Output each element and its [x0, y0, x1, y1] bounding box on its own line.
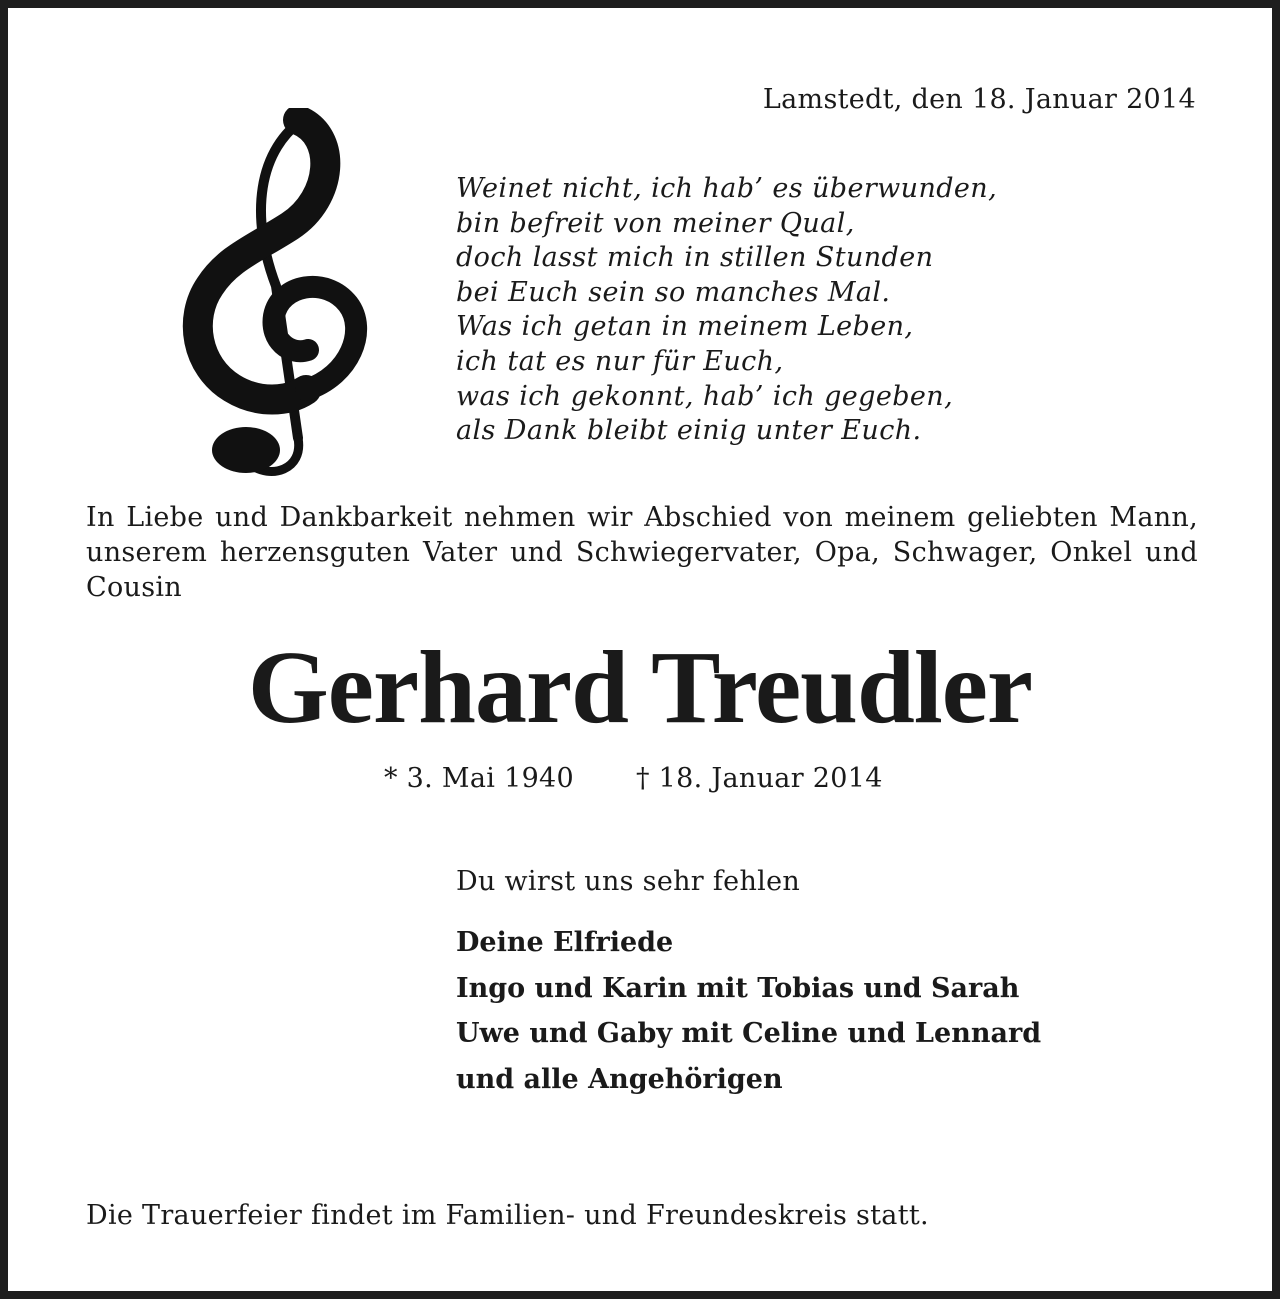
mourners-list [456, 920, 1041, 1102]
poem-line: bin befreit von meiner Qual, [456, 207, 855, 239]
place-date: Lamstedt, den 18. Januar 2014 [762, 84, 1196, 115]
mourner: Ingo und Karin mit Tobias und Sarah [456, 972, 1020, 1004]
death-date: † 18. Januar 2014 [636, 763, 883, 794]
mourner: und alle Angehörigen [456, 1063, 783, 1095]
mourner: Deine Elfriede [456, 927, 674, 958]
miss-line: Du wirst uns sehr fehlen [456, 866, 801, 897]
funeral-note: Die Trauerfeier findet im Familien- und Freundeskreis statt. [86, 1200, 929, 1231]
birth-date: * 3. Mai 1940 [384, 763, 574, 794]
poem-line: als Dank bleibt einig unter Euch. [456, 415, 922, 447]
treble-clef-icon [158, 108, 398, 488]
poem-line: Weinet nicht, ich hab’ es überwunden, [456, 173, 998, 204]
poem-line: was ich gekonnt, hab’ ich gegeben, [456, 380, 954, 412]
poem-line: doch lasst mich in stillen Stunden [456, 242, 934, 274]
poem [456, 172, 997, 449]
mourner: Uwe und Gaby mit Celine und Lennard [456, 1018, 1042, 1049]
deceased-name: Gerhard Treudler [247, 630, 1033, 745]
poem-line: ich tat es nur für Euch, [456, 345, 784, 377]
poem-line: bei Euch sein so manches Mal. [456, 276, 891, 308]
intro-text: In Liebe und Dankbarkeit nehmen wir Abschied von meinem geliebten Mann, unserem herzensguten Vater und Schwiegervater, Opa, Schwager, Onkel und Cousin [86, 502, 1198, 603]
poem-line: Was ich getan in meinem Leben, [456, 311, 914, 343]
